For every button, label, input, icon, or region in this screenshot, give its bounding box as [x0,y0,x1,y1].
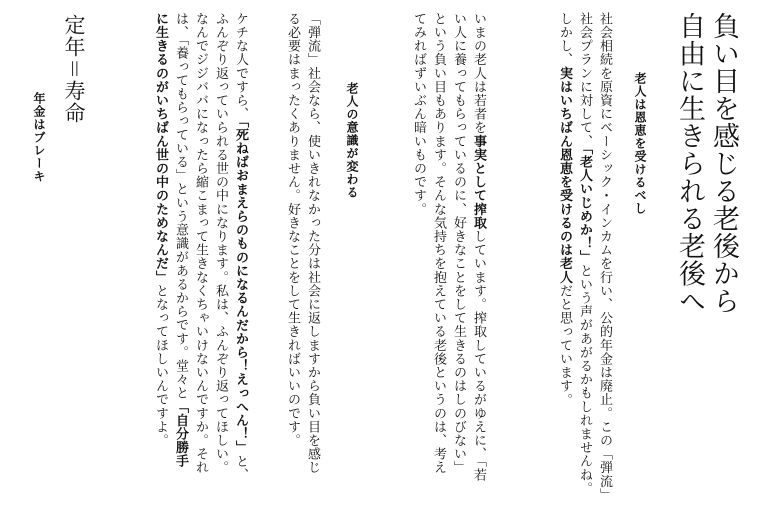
text-line: 社会相続を原資にベーシック・インカムを行い、公的年金は廃止。この「弾流」 [597,12,612,502]
text-line: いまの老人は若者を事実として搾取しています。搾取しているがゆえに、「若 [471,12,486,482]
sidebar-note: 年金はブレーキ [32,92,46,183]
text-line: てみればずいぶん暗いものです。 [411,12,426,216]
text-line: 社会プランに対して、「老人いじめか！」という声があがるかもしれませんね。 [577,12,592,496]
section1-paragraph-1 [554,12,614,502]
section2-heading: 老人の意識が変わる [345,82,359,199]
text-line: に生きるのがいちばん世の中のためなんだ」となってほしいんですよ。 [153,12,168,448]
text-line: ふんぞり返っていられる世の中になります。私は、ふんぞり返ってほしい。 [213,12,228,475]
sidebar-equation: 定年＝寿命 [62,14,86,124]
section2-paragraph-1 [282,12,322,474]
section1-heading: 老人は恩恵を受けるべし [633,72,647,215]
text-line: ケチな人ですら、「死ねばおまえらのものになるんだから！えっへん！」と、 [233,12,248,482]
text-line: 「弾流」社会なら、使いきれなかった分は社会に返しますから負い目を感じ [305,12,320,475]
title-line-2: 自由に生きられる老後へ [674,12,705,315]
section2-paragraph-2 [150,12,250,482]
section1-paragraph-2 [408,12,488,482]
title-line-1: 負い目を感じる老後から [708,12,739,315]
text-line: なんでジジババになったら縮こまって生きなくちゃいけないんですか。それ [193,12,208,475]
text-line: しかし、実はいちばん恩恵を受けるのは老人だと思っています。 [557,12,572,407]
text-line: は、「養ってもらっている」という意識があるからです。堂々と「自分勝手 [173,12,188,468]
text-line: い人に養ってもらっているのに、好きなことをして生きるのはしのびない」 [451,12,466,475]
text-line: る必要はまったくありません。好きなことをして生きればいいのです。 [285,12,300,448]
text-line: という負い目もあります。そんな気持ちを抱えている老後というのは、考え [431,12,446,475]
